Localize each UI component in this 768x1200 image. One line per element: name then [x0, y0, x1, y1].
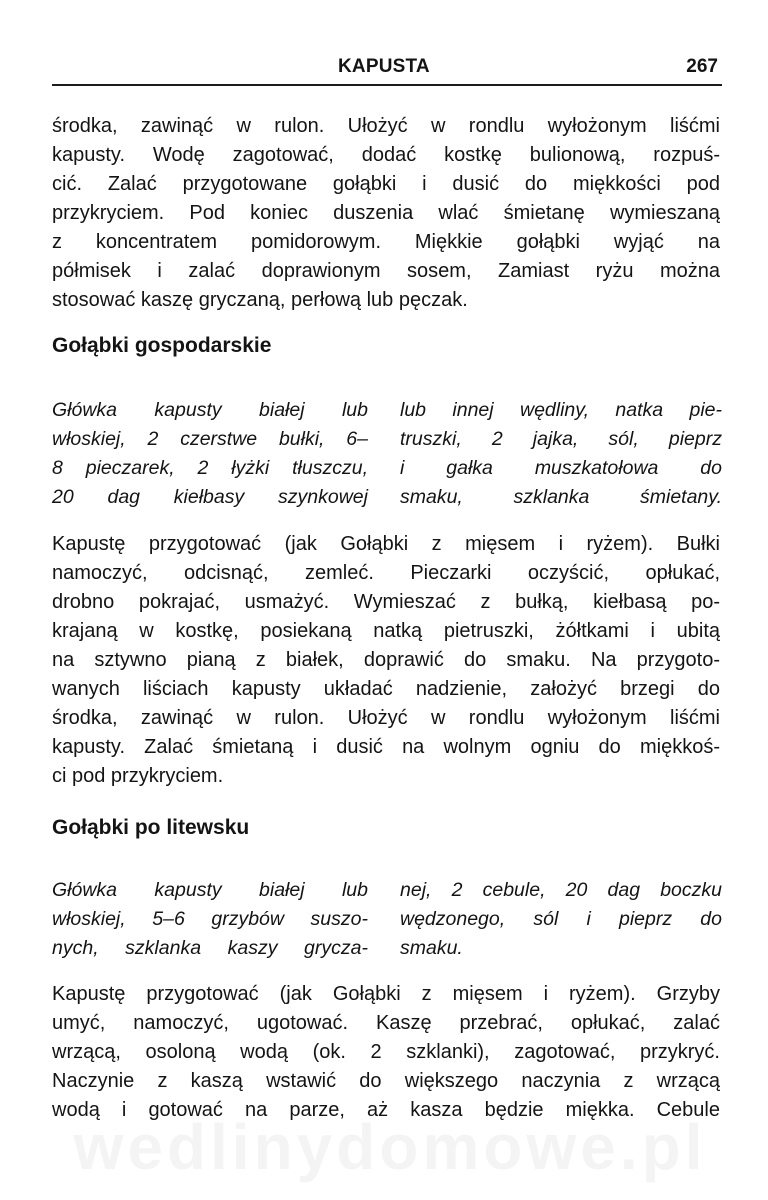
- running-head: [52, 56, 718, 82]
- text-line: umyć, namoczyć, ugotować. Kaszę przebrać, opłukać, zalać: [52, 1012, 720, 1034]
- text-line: Kapustę przygotować (jak Gołąbki z mięsem i ryżem). Bułki: [52, 533, 720, 555]
- ingredient-line: i gałka muszkatołowa do: [400, 457, 722, 479]
- ingredient-line: smaku, szklanka śmietany.: [400, 486, 722, 508]
- ingredient-line: nych, szklanka kaszy grycza-: [52, 937, 368, 959]
- ingredient-line: lub innej wędliny, natka pie-: [400, 399, 722, 421]
- ingredient-line: włoskiej, 5–6 grzybów suszo-: [52, 908, 368, 930]
- method-gospodarskie: [52, 530, 720, 791]
- text-line: środka, zawinąć w rulon. Ułożyć w rondlu wyłożonym liśćmi: [52, 115, 720, 137]
- ingredient-line: Główka kapusty białej lub: [52, 879, 368, 901]
- text-line: z koncentratem pomidorowym. Miękkie gołąbki wyjąć na: [52, 231, 720, 253]
- ingredient-line: wędzonego, sól i pieprz do: [400, 908, 722, 930]
- ingredient-line: nej, 2 cebule, 20 dag boczku: [400, 879, 722, 901]
- text-line: cić. Zalać przygotowane gołąbki i dusić do miękkości pod: [52, 173, 720, 195]
- text-line: namoczyć, odcisnąć, zemleć. Pieczarki oczyścić, opłukać,: [52, 562, 720, 584]
- page-number: 267: [686, 56, 718, 77]
- text-line: ci pod przykryciem.: [52, 765, 224, 787]
- watermark: [60, 1110, 720, 1184]
- ingredients-column-right: [400, 396, 722, 512]
- text-line: na sztywno pianą z białek, doprawić do smaku. Na przygoto-: [52, 649, 720, 671]
- text-line: stosować kaszę gryczaną, perłową lub pęczak.: [52, 289, 468, 311]
- ingredients-column-left: [52, 876, 368, 963]
- text-line: kapusty. Zalać śmietaną i dusić na wolnym ogniu do miękkoś-: [52, 736, 720, 758]
- ingredient-line: 20 dag kiełbasy szynkowej: [52, 486, 368, 508]
- text-line: przykryciem. Pod koniec duszenia wlać śmietanę wymieszaną: [52, 202, 720, 224]
- running-title: KAPUSTA: [338, 56, 430, 77]
- text-line: wanych liściach kapusty układać nadzienie, założyć brzegi do: [52, 678, 720, 700]
- text-line: Naczynie z kaszą wstawić do większego naczynia z wrzącą: [52, 1070, 720, 1092]
- ingredients-column-left: [52, 396, 368, 512]
- ingredient-line: smaku.: [400, 937, 463, 959]
- ingredient-line: truszki, 2 jajka, sól, pieprz: [400, 428, 722, 450]
- text-line: środka, zawinąć w rulon. Ułożyć w rondlu wyłożonym liśćmi: [52, 707, 720, 729]
- ingredients-gospodarskie: [52, 396, 722, 512]
- recipe-title-litewsku: Gołąbki po litewsku: [52, 816, 250, 839]
- text-line: krajaną w kostkę, posiekaną natką pietruszki, żółtkami i ubitą: [52, 620, 720, 642]
- text-line: Kapustę przygotować (jak Gołąbki z mięsem i ryżem). Grzyby: [52, 983, 720, 1005]
- header-rule: [52, 84, 722, 86]
- recipe-title-gospodarskie: Gołąbki gospodarskie: [52, 334, 272, 357]
- text-line: wrzącą, osoloną wodą (ok. 2 szklanki), zagotować, przykryć.: [52, 1041, 720, 1063]
- text-line: kapusty. Wodę zagotować, dodać kostkę bulionową, rozpuś-: [52, 144, 720, 166]
- text-line: wodą i gotować na parze, aż kasza będzie miękka. Cebule: [52, 1099, 720, 1121]
- ingredient-line: włoskiej, 2 czerstwe bułki, 6–: [52, 428, 368, 450]
- text-line: półmisek i zalać doprawionym sosem, Zamiast ryżu można: [52, 260, 720, 282]
- method-litewsku: [52, 980, 720, 1125]
- ingredient-line: Główka kapusty białej lub: [52, 399, 368, 421]
- intro-paragraph: [52, 112, 720, 315]
- ingredients-column-right: [400, 876, 722, 963]
- ingredient-line: 8 pieczarek, 2 łyżki tłuszczu,: [52, 457, 368, 479]
- text-line: drobno pokrajać, usmażyć. Wymieszać z bułką, kiełbasą po-: [52, 591, 720, 613]
- ingredients-litewsku: [52, 876, 722, 963]
